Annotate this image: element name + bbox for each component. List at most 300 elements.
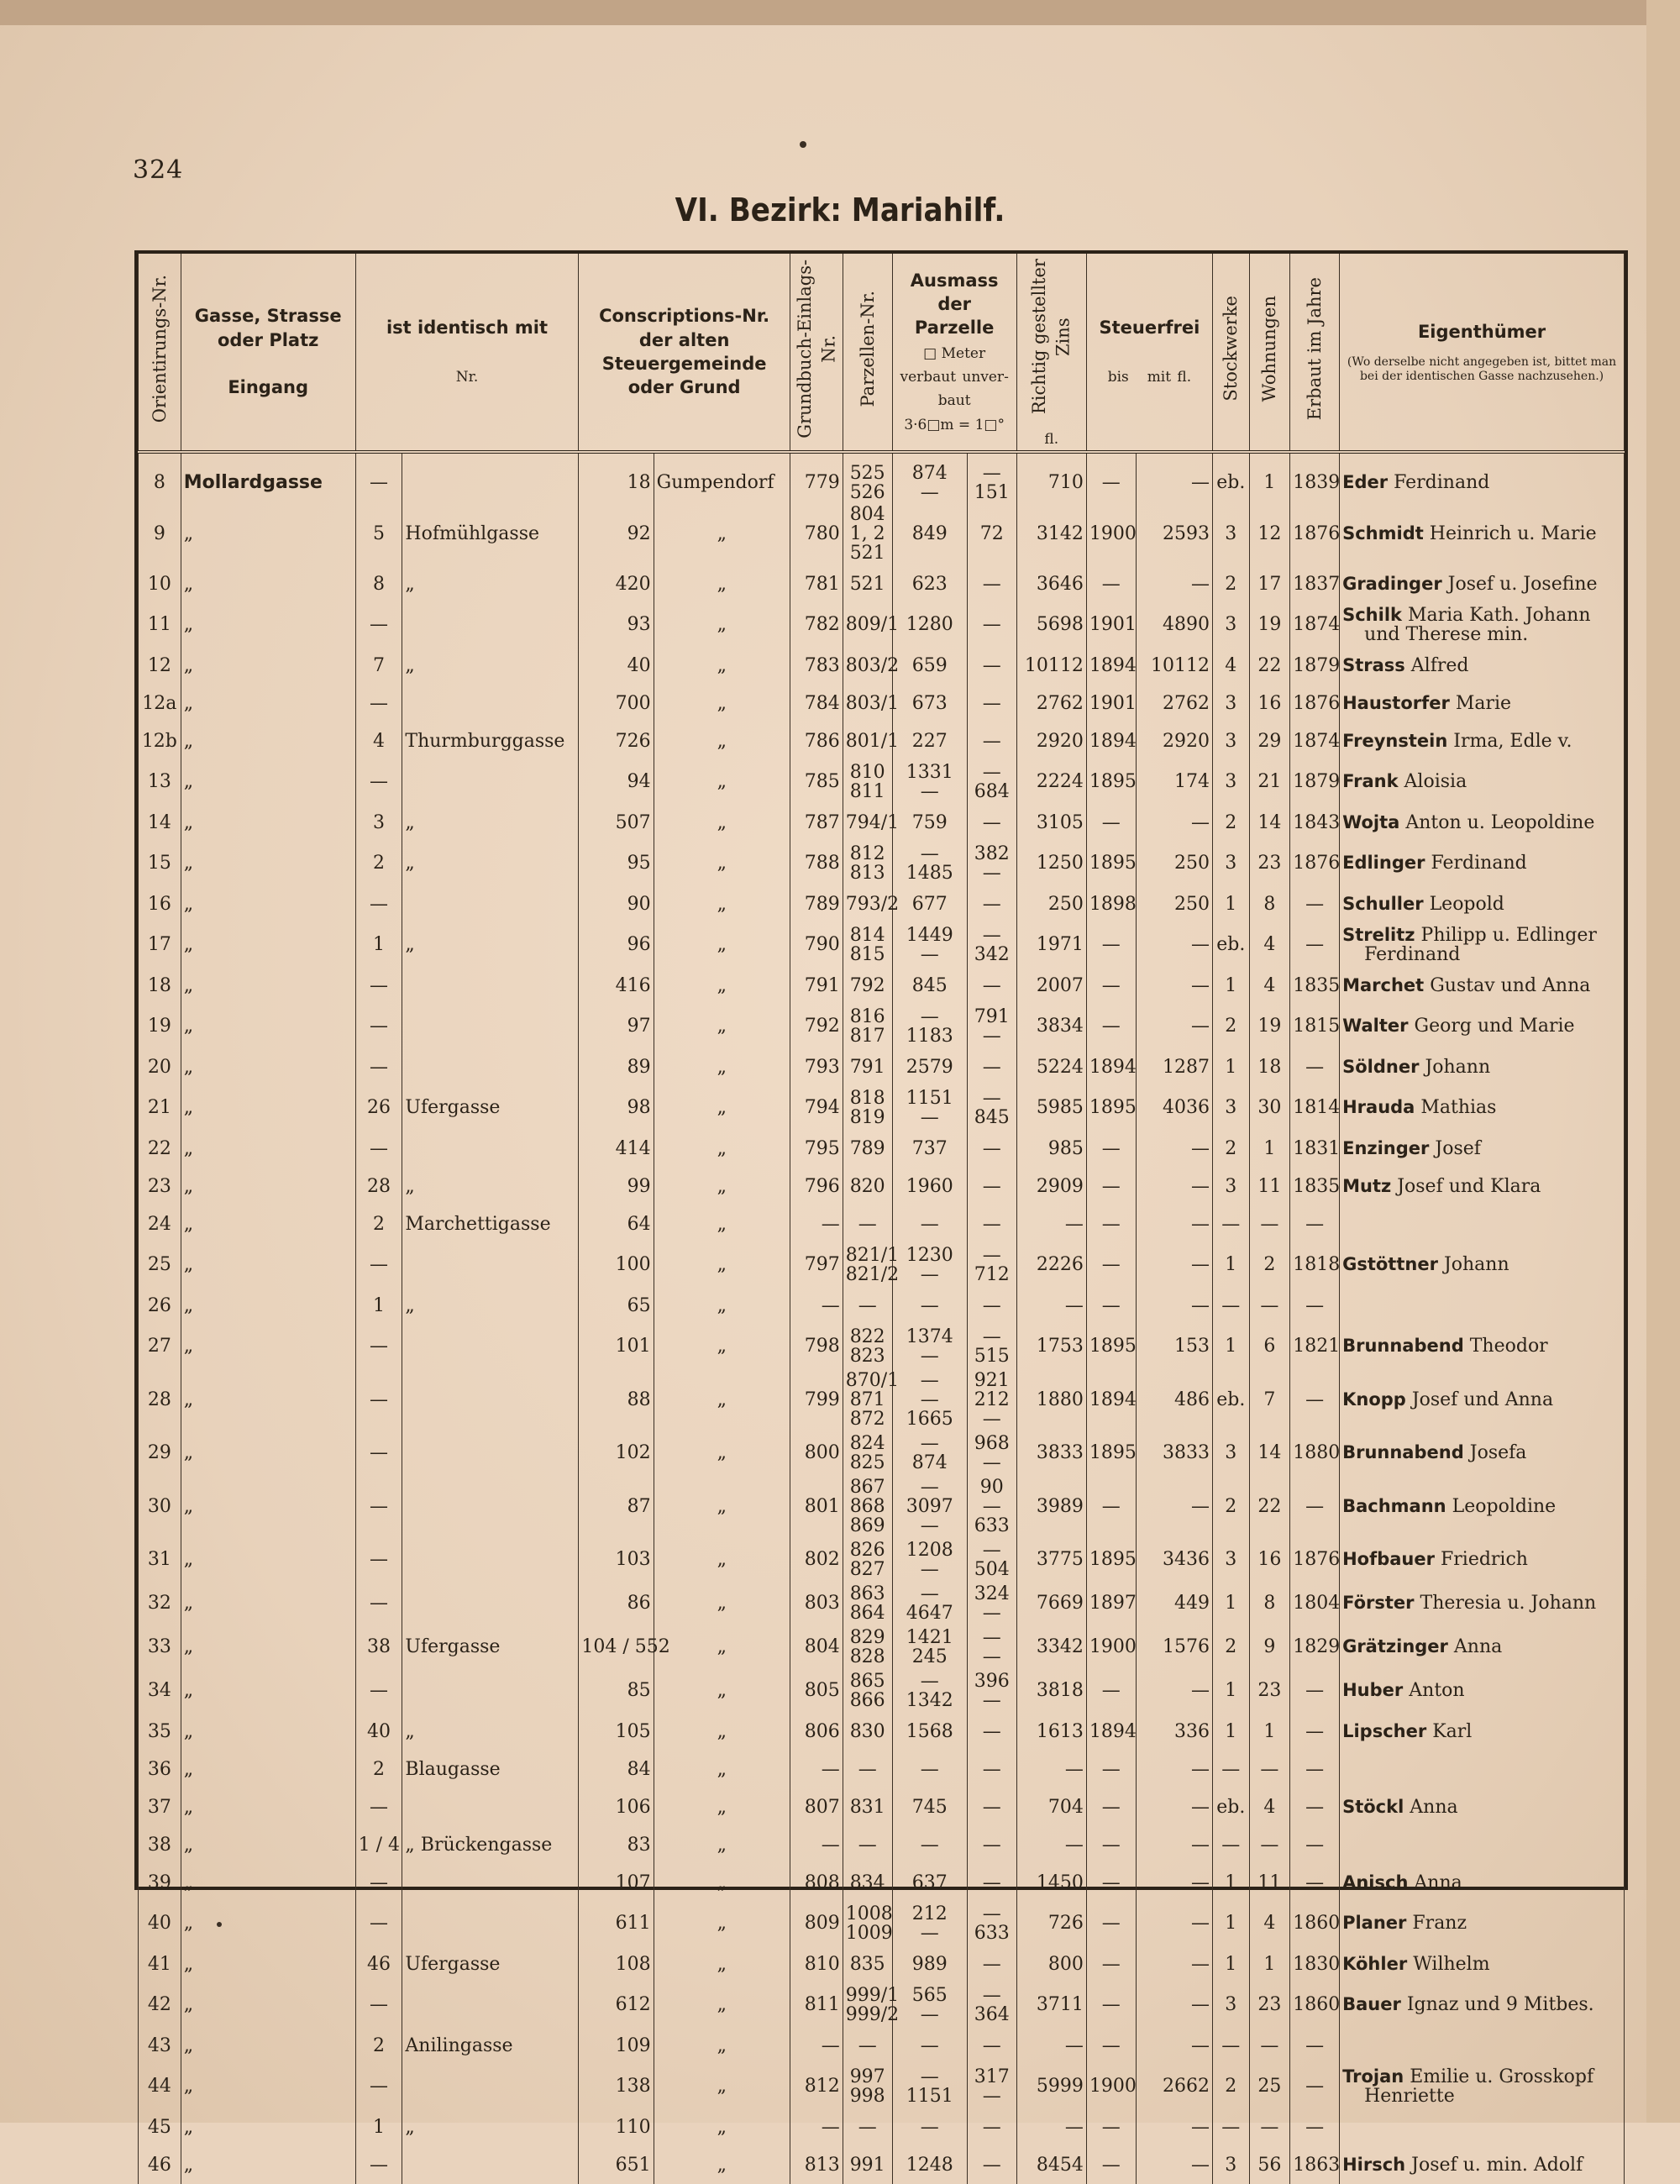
steuerfrei-mit: —: [1136, 967, 1212, 1005]
ausmass-unverbaut-value: —: [982, 1984, 1001, 2006]
table-row: [139, 1538, 1625, 1582]
owner-continuation: Ferdinand: [1364, 943, 1461, 965]
orientierungs-nr: 9: [139, 502, 181, 565]
steuerfrei-bis: —: [1086, 1475, 1136, 1538]
conscriptions-nr: 95: [579, 842, 654, 885]
wohnungen: 1: [1249, 452, 1290, 502]
col-wohnungen: Wohnungen: [1249, 254, 1290, 452]
grundbuch-einlage: 783: [790, 647, 843, 685]
steuerfrei-mit: —: [1136, 1864, 1212, 1902]
parzellen-nr-value: 871: [849, 1389, 885, 1410]
parzellen-nr-value: 865: [849, 1670, 885, 1692]
erbaut: 1879: [1290, 760, 1340, 804]
steuerfrei-bis: —: [1086, 1130, 1136, 1168]
parzellen-nr-value: 793/2: [845, 893, 900, 915]
ausmass-unverbaut: [967, 1902, 1016, 1945]
ausmass-verbaut: [892, 1130, 967, 1168]
parzellen-nr-value: 792: [849, 974, 885, 996]
ausmass-verbaut-value: 1568: [906, 1720, 953, 1742]
eigenthuemer: [1340, 647, 1625, 685]
parzellen-nr-value: —: [858, 2034, 877, 2056]
table-row: [139, 1325, 1625, 1368]
steuerfrei-bis: —: [1086, 1864, 1136, 1902]
identisch-nr: 3: [355, 804, 402, 842]
table-row: [139, 1368, 1625, 1431]
ausmass-verbaut-value: 2579: [906, 1056, 953, 1078]
eigenthuemer: [1340, 1048, 1625, 1086]
ausmass-unverbaut-value: 968: [974, 1432, 1010, 1454]
stockwerke: 3: [1212, 685, 1249, 722]
ausmass-unverbaut-value: 515: [974, 1345, 1010, 1367]
orientierungs-nr: 29: [139, 1431, 181, 1475]
gasse: „: [181, 1205, 355, 1243]
identisch-strasse: Ufergasse: [402, 1945, 579, 1983]
identisch-strasse: [402, 760, 579, 804]
wohnungen: 17: [1249, 565, 1290, 603]
steuergemeinde: „: [654, 1048, 790, 1086]
steuerfrei-bis: —: [1086, 2027, 1136, 2065]
ausmass-unverbaut: [967, 760, 1016, 804]
identisch-strasse: [402, 1864, 579, 1902]
conscriptions-nr: 138: [579, 2065, 654, 2108]
gasse: „: [181, 1086, 355, 1130]
ausmass-unverbaut-value: —: [982, 462, 1001, 484]
ausmass-verbaut-value: 245: [911, 1646, 948, 1667]
orientierungs-nr: 12b: [139, 722, 181, 760]
gasse: „: [181, 1325, 355, 1368]
gasse: „: [181, 1048, 355, 1086]
erbaut: —: [1290, 2027, 1340, 2065]
ausmass-unverbaut-value: —: [982, 1213, 1001, 1235]
ausmass-verbaut: [892, 1048, 967, 1086]
eigenthuemer: [1340, 1086, 1625, 1130]
owner-forenames: Aloisia: [1404, 771, 1467, 793]
identisch-nr: —: [355, 885, 402, 923]
steuergemeinde: „: [654, 1431, 790, 1475]
parzellen-nr-value: 831: [849, 1796, 885, 1818]
parzellen-nr-value: 525: [849, 462, 885, 484]
page-number: 324: [133, 155, 184, 185]
steuerfrei-mit: —: [1136, 1983, 1212, 2027]
ausmass-verbaut: [892, 1826, 967, 1864]
eigenthuemer: [1340, 1625, 1625, 1669]
identisch-nr: —: [355, 967, 402, 1005]
steuergemeinde: „: [654, 1325, 790, 1368]
parzellen-nr-value: 869: [849, 1515, 885, 1536]
stockwerke: eb.: [1212, 452, 1249, 502]
eigenthuemer: [1340, 565, 1625, 603]
ausmass-verbaut: [892, 1168, 967, 1205]
steuerfrei-mit: 2762: [1136, 685, 1212, 722]
erbaut: 1804: [1290, 1582, 1340, 1625]
ausmass-unverbaut-value: —: [982, 1872, 1001, 1893]
ausmass-verbaut: [892, 842, 967, 885]
ausmass-verbaut: [892, 1431, 967, 1475]
wohnungen: —: [1249, 2108, 1290, 2146]
table-row: [139, 1243, 1625, 1287]
ausmass-verbaut: [892, 502, 967, 565]
identisch-nr: —: [355, 1475, 402, 1538]
parzellen-nr-value: 864: [849, 1602, 885, 1624]
identisch-nr: —: [355, 1983, 402, 2027]
parzellen-nr: [843, 760, 892, 804]
conscriptions-nr: 97: [579, 1005, 654, 1048]
eigenthuemer: [1340, 1713, 1625, 1751]
eigenthuemer: [1340, 1983, 1625, 2027]
stockwerke: 1: [1212, 1582, 1249, 1625]
gasse: „: [181, 2065, 355, 2108]
zins: 3989: [1016, 1475, 1086, 1538]
wohnungen: 8: [1249, 885, 1290, 923]
conscriptions-nr: 700: [579, 685, 654, 722]
eigenthuemer: [1340, 502, 1625, 565]
erbaut: —: [1290, 923, 1340, 967]
identisch-strasse: Thurmburggasse: [402, 722, 579, 760]
table-row: [139, 1788, 1625, 1826]
ausmass-verbaut-value: 637: [911, 1872, 948, 1893]
owner-surname: Hofbauer: [1342, 1549, 1435, 1570]
owner-forenames: Josef und Anna: [1411, 1389, 1554, 1410]
conscriptions-nr: 88: [579, 1368, 654, 1431]
table-row: [139, 1205, 1625, 1243]
parzellen-nr-value: 997: [849, 2066, 885, 2087]
gasse: „: [181, 1582, 355, 1625]
grundbuch-einlage: 805: [790, 1669, 843, 1713]
grundbuch-einlage: 780: [790, 502, 843, 565]
owner-forenames: Emilie u. Grosskopf: [1410, 2066, 1594, 2087]
owner-forenames: Josef: [1435, 1137, 1481, 1159]
table-row: [139, 647, 1625, 685]
grundbuch-einlage: 794: [790, 1086, 843, 1130]
ausmass-verbaut-value: 989: [911, 1953, 948, 1975]
grundbuch-einlage: 799: [790, 1368, 843, 1431]
parzellen-nr-value: 813: [849, 862, 885, 884]
erbaut: —: [1290, 1205, 1340, 1243]
parzellen-nr-value: 824: [849, 1432, 885, 1454]
erbaut: 1815: [1290, 1005, 1340, 1048]
steuerfrei-bis: 1895: [1086, 760, 1136, 804]
eigenthuemer: [1340, 685, 1625, 722]
orientierungs-nr: 46: [139, 2146, 181, 2184]
stockwerke: —: [1212, 2108, 1249, 2146]
eigenthuemer: [1340, 1788, 1625, 1826]
conscriptions-nr: 64: [579, 1205, 654, 1243]
steuerfrei-bis: —: [1086, 1243, 1136, 1287]
parzellen-nr-value: 870/1: [845, 1369, 900, 1391]
ausmass-unverbaut-value: 382: [974, 843, 1010, 864]
conscriptions-nr: 89: [579, 1048, 654, 1086]
parzellen-nr-value: 826: [849, 1539, 885, 1561]
stockwerke: 1: [1212, 967, 1249, 1005]
owner-forenames: Ferdinand: [1431, 853, 1527, 874]
parzellen-nr: [843, 1751, 892, 1788]
erbaut: 1876: [1290, 1538, 1340, 1582]
gasse: „: [181, 760, 355, 804]
eigenthuemer: [1340, 760, 1625, 804]
table-row: [139, 1431, 1625, 1475]
parzellen-nr: [843, 885, 900, 923]
steuergemeinde: „: [654, 1945, 790, 1983]
ausmass-verbaut-value: 1248: [906, 2154, 953, 2176]
gasse: „: [181, 1431, 355, 1475]
owner-surname: Enzinger: [1342, 1137, 1430, 1158]
ausmass-verbaut-value: —: [920, 1106, 939, 1128]
erbaut: —: [1290, 1669, 1340, 1713]
gasse: „: [181, 1945, 355, 1983]
parzellen-nr-value: 822: [849, 1326, 885, 1347]
identisch-nr: 1: [355, 1287, 402, 1325]
owner-surname: Walter: [1342, 1016, 1409, 1037]
steuerfrei-mit: 4890: [1136, 603, 1212, 647]
ausmass-unverbaut-value: —: [982, 1720, 1001, 1742]
zins: 5999: [1016, 2065, 1086, 2108]
ausmass-verbaut-value: —: [920, 2003, 939, 2025]
erbaut: 1880: [1290, 1431, 1340, 1475]
ausmass-verbaut: [892, 1669, 967, 1713]
ausmass-verbaut-value: —: [920, 481, 939, 503]
parzellen-nr: [843, 2146, 892, 2184]
ausmass-unverbaut-value: 633: [974, 1515, 1010, 1536]
parzellen-nr: [843, 1431, 892, 1475]
identisch-nr: —: [355, 1243, 402, 1287]
eigenthuemer: [1340, 2027, 1625, 2065]
conscriptions-nr: 96: [579, 923, 654, 967]
steuerfrei-mit: —: [1136, 2146, 1212, 2184]
orientierungs-nr: 13: [139, 760, 181, 804]
ausmass-unverbaut: [967, 1368, 1016, 1431]
ausmass-verbaut-value: —: [920, 943, 939, 965]
ausmass-unverbaut-value: 791: [974, 1005, 1010, 1027]
steuerfrei-bis: 1901: [1086, 603, 1136, 647]
wohnungen: —: [1249, 2027, 1290, 2065]
gasse: „: [181, 1864, 355, 1902]
owner-continuation: und Therese min.: [1364, 623, 1529, 645]
wohnungen: 8: [1249, 1582, 1290, 1625]
orientierungs-nr: 42: [139, 1983, 181, 2027]
ausmass-verbaut-value: —: [920, 1583, 939, 1604]
ausmass-verbaut-value: 3097: [906, 1495, 953, 1517]
erbaut: 1860: [1290, 1983, 1340, 2027]
orientierungs-nr: 28: [139, 1368, 181, 1431]
erbaut: —: [1290, 1475, 1340, 1538]
ausmass-verbaut-value: —: [920, 1670, 939, 1692]
wohnungen: 30: [1249, 1086, 1290, 1130]
col-steuerfrei: Steuerfrei bis mit fl.: [1086, 254, 1212, 452]
col-identisch: ist identisch mit Nr.: [355, 254, 579, 452]
parzellen-nr: [843, 842, 892, 885]
conscriptions-nr: 103: [579, 1538, 654, 1582]
identisch-strasse: [402, 1538, 579, 1582]
conscriptions-nr: 86: [579, 1582, 654, 1625]
parzellen-nr: [843, 1168, 892, 1205]
orientierungs-nr: 43: [139, 2027, 181, 2065]
conscriptions-nr: 108: [579, 1945, 654, 1983]
ausmass-verbaut-value: —: [920, 1432, 939, 1454]
owner-forenames: Karl: [1432, 1720, 1473, 1742]
wohnungen: 14: [1249, 1431, 1290, 1475]
steuerfrei-bis: —: [1086, 1945, 1136, 1983]
identisch-strasse: [402, 1475, 579, 1538]
steuerfrei-mit: —: [1136, 1130, 1212, 1168]
ausmass-unverbaut: [967, 1243, 1016, 1287]
gasse: „: [181, 1287, 355, 1325]
erbaut: 1860: [1290, 1902, 1340, 1945]
erbaut: 1835: [1290, 1168, 1340, 1205]
zins: 3775: [1016, 1538, 1086, 1582]
erbaut: 1874: [1290, 603, 1340, 647]
stockwerke: 2: [1212, 1625, 1249, 1669]
ausmass-unverbaut-value: —: [982, 2085, 1001, 2107]
zins: 3711: [1016, 1983, 1086, 2027]
ausmass-verbaut-value: 849: [911, 522, 948, 544]
zins: 3342: [1016, 1625, 1086, 1669]
steuerfrei-bis: —: [1086, 1287, 1136, 1325]
grundbuch-einlage: 789: [790, 885, 843, 923]
steuerfrei-mit: 4036: [1136, 1086, 1212, 1130]
steuerfrei-bis: 1894: [1086, 1048, 1136, 1086]
steuerfrei-bis: —: [1086, 1669, 1136, 1713]
wohnungen: —: [1249, 1826, 1290, 1864]
page-title: VI. Bezirk: Mariahilf.: [675, 192, 1005, 228]
steuergemeinde: „: [654, 1205, 790, 1243]
ausmass-unverbaut-value: 684: [974, 780, 1010, 802]
steuergemeinde: „: [654, 647, 790, 685]
ausmass-verbaut-value: —: [920, 1369, 939, 1391]
book-edge-right: [1646, 0, 1680, 2123]
gasse: „: [181, 923, 355, 967]
grundbuch-einlage: 808: [790, 1864, 843, 1902]
grundbuch-einlage: 813: [790, 2146, 843, 2184]
ausmass-verbaut-value: 1665: [906, 1408, 953, 1430]
ausmass-unverbaut-value: —: [982, 1175, 1001, 1197]
owner-forenames: Leopold: [1429, 893, 1504, 915]
wohnungen: 56: [1249, 2146, 1290, 2184]
gasse: „: [181, 1625, 355, 1669]
parzellen-nr-value: 872: [849, 1408, 885, 1430]
stockwerke: 4: [1212, 647, 1249, 685]
conscriptions-nr: 507: [579, 804, 654, 842]
grundbuch-einlage: 792: [790, 1005, 843, 1048]
owner-surname: Freynstein: [1342, 730, 1448, 751]
ausmass-verbaut-value: —: [920, 1922, 939, 1944]
orientierungs-nr: 23: [139, 1168, 181, 1205]
zins: —: [1016, 1751, 1086, 1788]
steuerfrei-mit: —: [1136, 565, 1212, 603]
ausmass-unverbaut-value: —: [982, 654, 1001, 676]
identisch-strasse: [402, 2065, 579, 2108]
eigenthuemer: [1340, 804, 1625, 842]
steuerfrei-mit: 2662: [1136, 2065, 1212, 2108]
table-row: [139, 923, 1625, 967]
parzellen-nr-value: 794/1: [845, 811, 900, 833]
ausmass-verbaut-value: 1208: [906, 1539, 953, 1561]
identisch-nr: 1: [355, 2108, 402, 2146]
ausmass-unverbaut: [967, 1945, 1016, 1983]
identisch-nr: 5: [355, 502, 402, 565]
steuerfrei-mit: 3833: [1136, 1431, 1212, 1475]
conscriptions-nr: 106: [579, 1788, 654, 1826]
ausmass-unverbaut-value: —: [982, 1294, 1001, 1316]
stockwerke: 3: [1212, 842, 1249, 885]
grundbuch-einlage: 812: [790, 2065, 843, 2108]
stockwerke: 3: [1212, 1983, 1249, 2027]
steuerfrei-bis: —: [1086, 1788, 1136, 1826]
zins: 1250: [1016, 842, 1086, 885]
steuergemeinde: „: [654, 722, 790, 760]
owner-forenames: Josef u. min. Adolf: [1411, 2154, 1583, 2176]
parzellen-nr-value: 815: [849, 943, 885, 965]
ausmass-verbaut: [892, 1287, 967, 1325]
erbaut: 1863: [1290, 2146, 1340, 2184]
erbaut: 1831: [1290, 1130, 1340, 1168]
erbaut: —: [1290, 2108, 1340, 2146]
identisch-strasse: Anilingasse: [402, 2027, 579, 2065]
steuerfrei-bis: 1894: [1086, 722, 1136, 760]
steuergemeinde: „: [654, 2108, 790, 2146]
col-erbaut: Erbaut im Jahre: [1290, 254, 1340, 452]
grundbuch-einlage: —: [790, 1751, 843, 1788]
grundbuch-einlage: 804: [790, 1625, 843, 1669]
wohnungen: 4: [1249, 1902, 1290, 1945]
orientierungs-nr: 27: [139, 1325, 181, 1368]
table-row: [139, 1902, 1625, 1945]
conscriptions-nr: 99: [579, 1168, 654, 1205]
wohnungen: 2: [1249, 1243, 1290, 1287]
steuergemeinde: „: [654, 923, 790, 967]
steuerfrei-mit: 250: [1136, 842, 1212, 885]
ausmass-verbaut-value: 845: [911, 974, 948, 996]
stockwerke: 3: [1212, 1086, 1249, 1130]
zins: 3833: [1016, 1431, 1086, 1475]
steuerfrei-bis: 1898: [1086, 885, 1136, 923]
steuerfrei-mit: —: [1136, 2027, 1212, 2065]
steuergemeinde: „: [654, 1625, 790, 1669]
identisch-nr: —: [355, 452, 402, 502]
zins: 985: [1016, 1130, 1086, 1168]
table-row: [139, 1130, 1625, 1168]
table-row: [139, 1005, 1625, 1048]
ausmass-verbaut-value: 1374: [906, 1326, 953, 1347]
steuergemeinde: „: [654, 1864, 790, 1902]
zins: 8454: [1016, 2146, 1086, 2184]
eigenthuemer: [1340, 722, 1625, 760]
ausmass-verbaut: [892, 923, 967, 967]
orientierungs-nr: 22: [139, 1130, 181, 1168]
ausmass-verbaut-value: 737: [911, 1137, 948, 1159]
identisch-strasse: [402, 1582, 579, 1625]
parzellen-nr: [843, 1625, 892, 1669]
gasse: „: [181, 2146, 355, 2184]
eigenthuemer: [1340, 923, 1625, 967]
steuerfrei-bis: —: [1086, 1983, 1136, 2027]
ausmass-unverbaut-value: —: [982, 1137, 1001, 1159]
steuerfrei-bis: —: [1086, 1205, 1136, 1243]
ausmass-unverbaut-value: —: [982, 692, 1001, 714]
parzellen-nr-value: 835: [849, 1953, 885, 1975]
ausmass-verbaut: [892, 804, 967, 842]
eigenthuemer: [1340, 967, 1625, 1005]
steuerfrei-bis: —: [1086, 2108, 1136, 2146]
erbaut: 1821: [1290, 1325, 1340, 1368]
parzellen-nr: [843, 1902, 892, 1945]
owner-forenames: Alfred: [1410, 654, 1469, 676]
wohnungen: 22: [1249, 647, 1290, 685]
ausmass-unverbaut-value: —: [982, 1087, 1001, 1109]
gasse: „: [181, 1902, 355, 1945]
steuerfrei-mit: —: [1136, 1902, 1212, 1945]
wohnungen: 29: [1249, 722, 1290, 760]
owner-forenames: Irma, Edle v.: [1453, 730, 1572, 752]
